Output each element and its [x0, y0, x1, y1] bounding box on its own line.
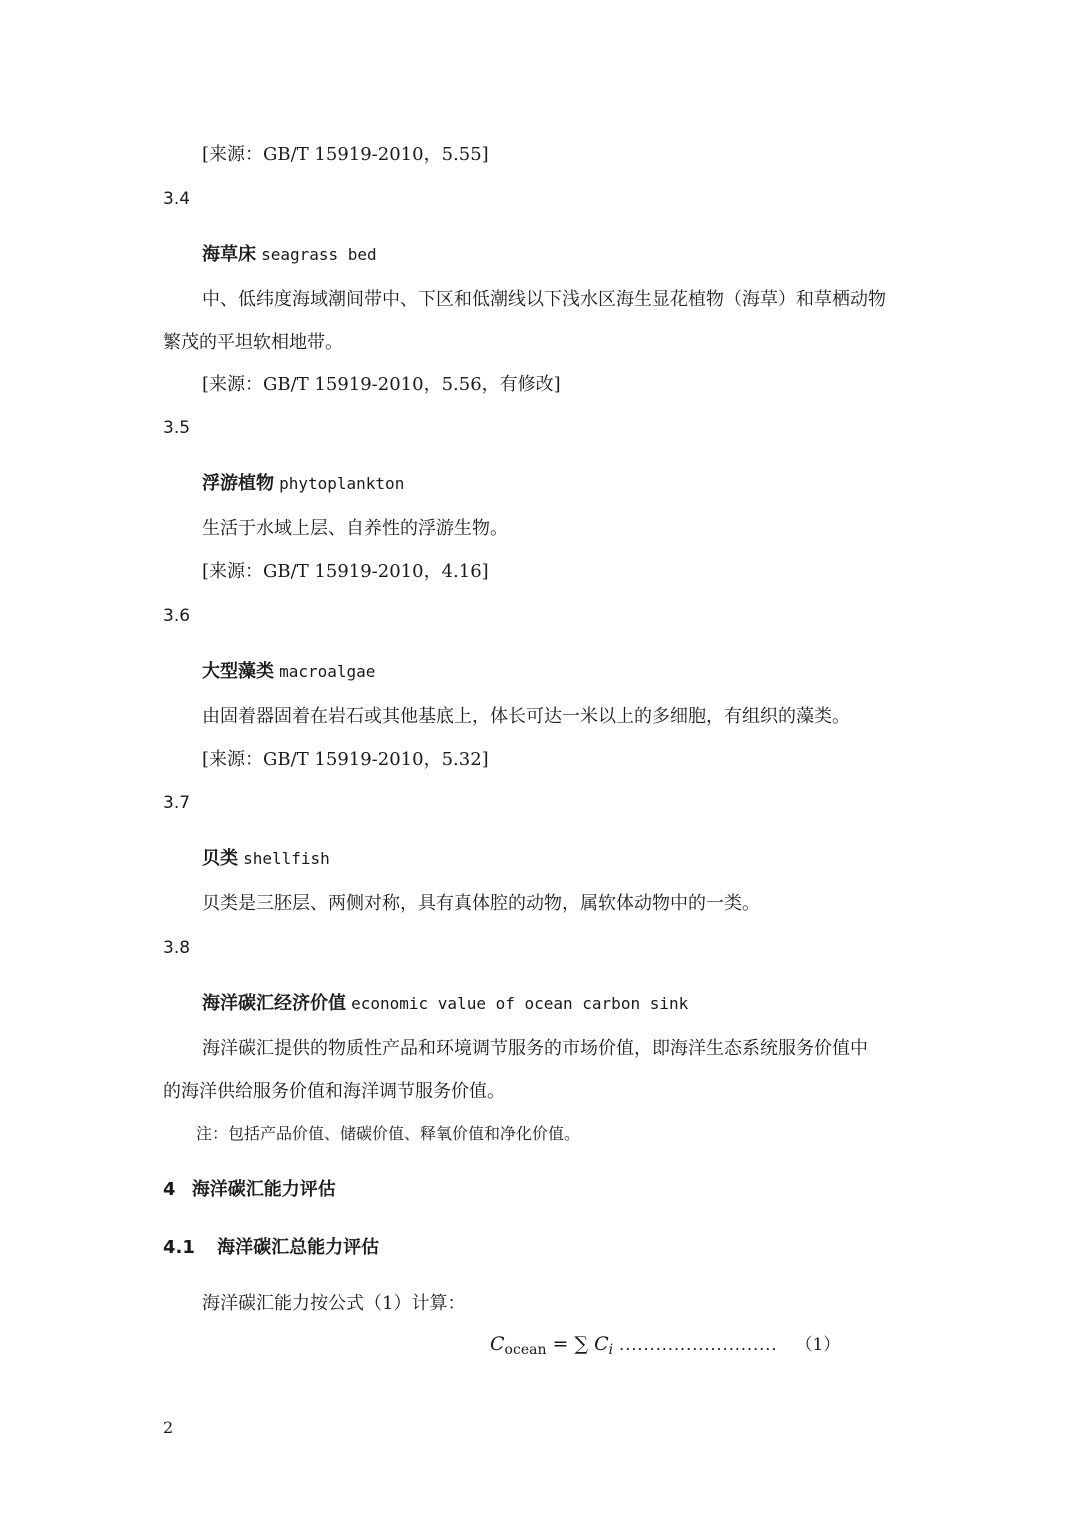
term-chinese: 贝类	[202, 848, 238, 869]
source-citation: [来源：GB/T 15919-2010，5.56，有修改]	[202, 374, 561, 395]
term-number: 3.8	[163, 938, 191, 958]
subsection-heading	[163, 1233, 379, 1259]
note: 注：包括产品价值、储碳价值、释氧价值和净化价值。	[196, 1124, 581, 1143]
term-english: economic value of ocean carbon sink	[351, 994, 689, 1013]
formula-number: （1）	[795, 1335, 841, 1355]
term-chinese: 大型藻类	[202, 661, 274, 682]
source-citation: [来源：GB/T 15919-2010，4.16]	[202, 561, 489, 582]
source-citation: [来源：GB/T 15919-2010，5.55]	[202, 144, 489, 165]
formula-intro: 海洋碳汇能力按公式（1）计算：	[202, 1293, 466, 1314]
term-chinese: 海草床	[202, 244, 256, 265]
term-english: macroalgae	[279, 662, 376, 681]
definition-line: 贝类是三胚层、两侧对称，具有真体腔的动物，属软体动物中的一类。	[202, 893, 760, 914]
subsection-number: 4.1	[163, 1237, 195, 1258]
term-heading	[202, 240, 377, 266]
term-english: shellfish	[243, 849, 330, 868]
formula-lhs-subscript: ocean	[504, 1342, 547, 1358]
section-number: 4	[163, 1179, 176, 1200]
term-chinese: 海洋碳汇经济价值	[202, 993, 346, 1014]
definition-line: 的海洋供给服务价值和海洋调节服务价值。	[163, 1081, 505, 1102]
formula	[490, 1330, 840, 1358]
definition-line: 由固着器固着在岩石或其他基底上，体长可达一米以上的多细胞，有组织的藻类。	[202, 706, 850, 727]
formula-lhs-symbol: C	[490, 1333, 505, 1355]
term-number: 3.6	[163, 606, 191, 626]
term-number: 3.4	[163, 189, 191, 209]
page-number: 2	[163, 1418, 174, 1437]
term-heading	[202, 844, 330, 870]
term-heading	[202, 469, 404, 495]
definition-line: 繁茂的平坦软相地带。	[163, 332, 343, 353]
definition-line: 海洋碳汇提供的物质性产品和环境调节服务的市场价值，即海洋生态系统服务价值中	[202, 1038, 868, 1059]
formula-rhs-symbol: C	[594, 1333, 609, 1355]
definition-line: 生活于水域上层、自养性的浮游生物。	[202, 518, 508, 539]
term-number: 3.7	[163, 793, 191, 813]
term-chinese: 浮游植物	[202, 473, 274, 494]
term-english: seagrass bed	[261, 245, 377, 264]
formula-leader-dots: ..........................	[619, 1335, 778, 1354]
formula-rhs-subscript: i	[608, 1342, 614, 1358]
term-number: 3.5	[163, 418, 191, 438]
term-heading	[202, 657, 375, 683]
term-heading	[202, 989, 688, 1015]
definition-line: 中、低纬度海域潮间带中、下区和低潮线以下浅水区海生显花植物（海草）和草栖动物	[202, 289, 886, 310]
section-title: 海洋碳汇能力评估	[191, 1179, 336, 1200]
section-heading	[163, 1175, 336, 1201]
formula-operator: = ∑	[552, 1333, 589, 1355]
source-citation: [来源：GB/T 15919-2010，5.32]	[202, 749, 489, 770]
term-english: phytoplankton	[279, 474, 405, 493]
subsection-title: 海洋碳汇总能力评估	[217, 1237, 380, 1258]
